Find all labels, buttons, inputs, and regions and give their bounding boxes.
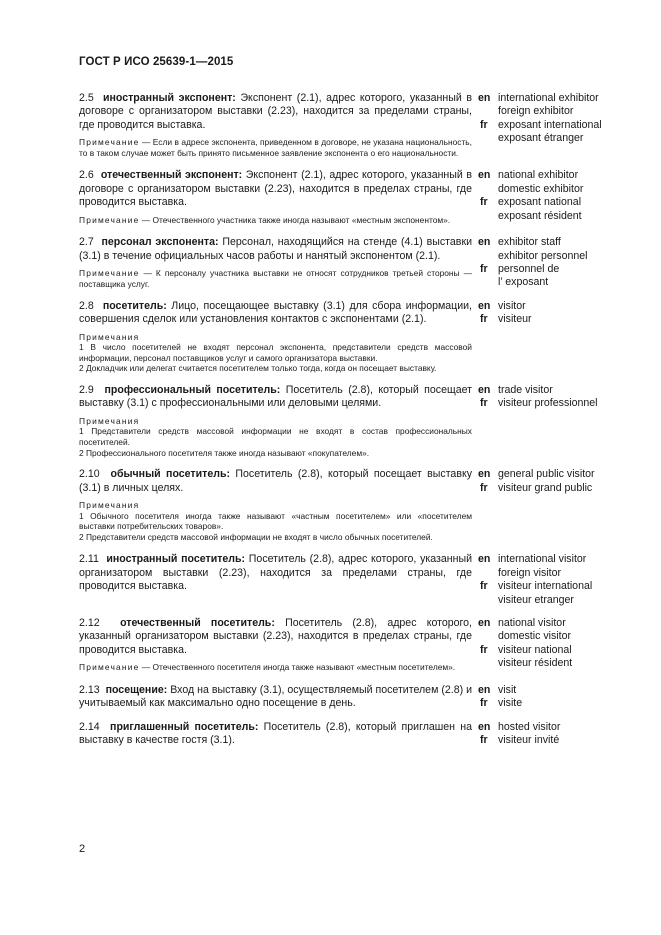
note: Примечание — К персоналу участника выставки не относят сотрудников третьей стороны — поставщика услуг.	[79, 268, 472, 289]
term: иностранный экспонент:	[102, 92, 236, 104]
translations: en hosted visitor fr visiteur invité	[478, 720, 561, 747]
definition: 2.7 персонал экспонента: Персонал, находящийся на стенде (4.1) выставки (3.1) в течение официальных часов работы и нанятый экспонентом (2.1).	[79, 236, 472, 262]
term-entry	[79, 300, 624, 374]
term-entry	[79, 617, 624, 673]
translations: en national visitor domestic visitor fr visiteur national visiteur résident	[478, 617, 573, 670]
translations: en exhibitor staff exhibitor personnel fr personnel de l’ exposant	[478, 236, 588, 289]
term: профессиональный посетитель:	[104, 384, 281, 397]
definition: 2.14 приглашенный посетитель: Посетитель (2.8), который приглашен на выставку в качестве гостя (3.1).	[79, 720, 472, 747]
terms-list	[79, 92, 624, 747]
note: 1 Обычного посетителя иногда также называют «частным посетителем» или «посетителем выставки потребительских товаров».	[79, 510, 472, 532]
term-entry	[79, 721, 624, 748]
translations: en trade visitor fr visiteur professionnel	[478, 384, 598, 410]
term-entry	[79, 684, 624, 711]
definition: 2.6 отечественный экспонент: Экспонент (2.1), адрес которого, указанный в договоре с организатором выставки (2.23), находится в пределах страны, где проводится выставка.	[79, 169, 472, 209]
term: обычный посетитель:	[110, 468, 230, 481]
term-entry	[79, 92, 624, 158]
term-entry	[79, 553, 624, 607]
note: 1 В число посетителей не входят персонал экспонента, представители средств массовой информации, персонал поставщиков услуг и самого организатора выставки.	[79, 342, 472, 363]
translations: en international exhibitor foreign exhibitor fr exposant international exposant étranger	[478, 92, 602, 145]
notes-heading: Примечания	[79, 500, 140, 511]
translations: en visit fr visite	[478, 683, 523, 710]
definition: 2.10 обычный посетитель: Посетитель (2.8), который посещает выставку (3.1) в личных целях.	[79, 468, 472, 494]
term: отечественный посетитель:	[120, 617, 275, 630]
term: иностранный посетитель:	[106, 553, 246, 566]
definition: 2.11 иностранный посетитель: Посетитель (2.8), адрес которого, указанный организатором выставки (2.23), находится за пределами страны, где проводится выставка.	[79, 553, 472, 593]
note: 2 Представители средств массовой информации не входят в число обычных посетителей.	[79, 531, 433, 542]
notes-heading: Примечания	[79, 415, 140, 426]
definition: 2.9 профессиональный посетитель: Посетитель (2.8), который посещает выставку (3.1) с профессиональными или деловыми целями.	[79, 384, 472, 410]
term: персонал экспонента:	[101, 236, 219, 249]
definition: 2.5 иностранный экспонент: Экспонент (2.1), адрес которого, указанный в договоре с организатором выставки (2.23), находится за пределами страны, где проводится выставка.	[79, 92, 472, 131]
translations: en general public visitor fr visiteur grand public	[478, 468, 595, 494]
translations: en national exhibitor domestic exhibitor fr exposant national exposant résident	[478, 169, 584, 222]
term-entry	[79, 236, 624, 290]
note: Примечание — Если в адресе экспонента, приведенном в договоре, не указана национальность, то в таком случае может быть принято письменное заявление экспонента о его национальности.	[79, 137, 472, 158]
definition: 2.13 посещение: Вход на выставку (3.1), осуществляемый посетителем (2.8) и учитываемый как максимально одно посещение в день.	[79, 683, 472, 710]
definition: 2.8 посетитель: Лицо, посещающее выставку (3.1) для сбора информации, совершения сделок или установления контактов с экспонентами (2.1).	[79, 299, 473, 326]
term-entry	[79, 384, 624, 458]
term: отечественный экспонент:	[100, 169, 243, 182]
term-entry	[79, 468, 624, 542]
term: посетитель:	[102, 299, 167, 312]
term-entry	[79, 169, 624, 225]
note: 2 Профессионального посетителя также иногда называют «покупателем».	[79, 447, 370, 458]
definition: 2.12 отечественный посетитель: Посетитель (2.8), адрес которого, указанный организатором выставки (2.23), находится в пределах страны, где проводится выставка.	[79, 617, 473, 656]
term: приглашенный посетитель:	[110, 720, 259, 733]
document-header: ГОСТ Р ИСО 25639-1—2015	[79, 56, 234, 68]
term: посещение:	[105, 683, 168, 696]
note: 2 Докладчик или делегат считается посетителем только тогда, когда он посещает выставку.	[79, 363, 437, 374]
note: Примечание — Отечественного участника также иногда называют «местным экспонентом».	[79, 214, 451, 225]
translations: en visitor fr visiteur	[478, 299, 532, 326]
note: 1 Представители средств массовой информации не входят в состав профессиональных посетителей.	[79, 426, 472, 448]
notes-heading: Примечания	[79, 331, 140, 342]
translations: en international visitor foreign visitor fr visiteur international visiteur etranger	[478, 553, 593, 606]
page-number: 2	[79, 843, 86, 855]
note: Примечание — Отечественного посетителя иногда также называют «местным посетителем».	[79, 662, 456, 673]
